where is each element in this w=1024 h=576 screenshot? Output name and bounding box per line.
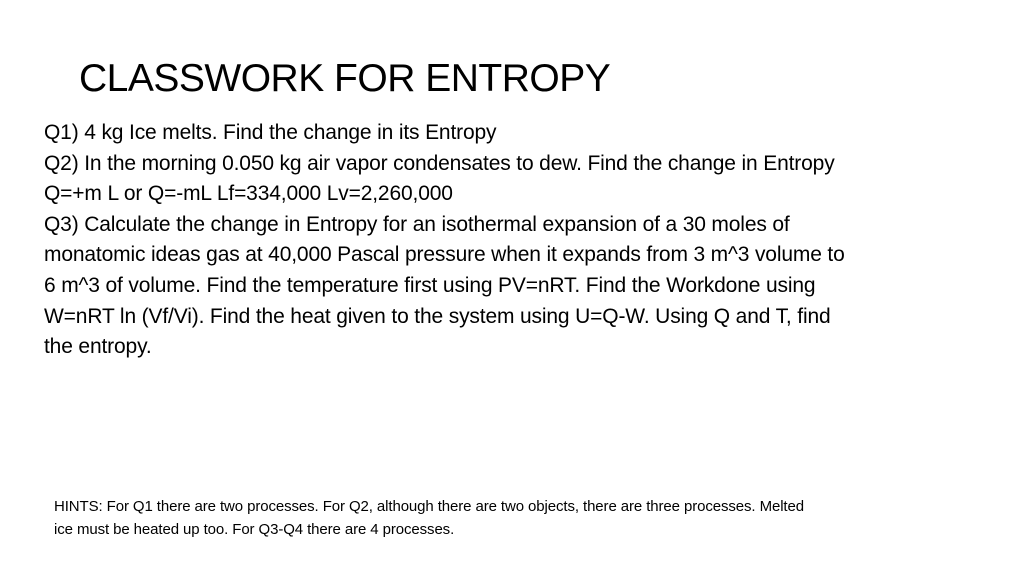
question-line-q3-cont: W=nRT ln (Vf/Vi). Find the heat given to the system using U=Q-W. Using Q and T, find [44,304,831,328]
question-line-q3-cont: the entropy. [44,335,152,359]
question-line-q3: Q3) Calculate the change in Entropy for an isothermal expansion of a 30 moles of [44,212,790,236]
formula-line: Q=+m L or Q=-mL Lf=334,000 Lv=2,260,000 [44,182,453,206]
hints-line: HINTS: For Q1 there are two processes. For Q2, although there are two objects, there are three processes. Melted [54,498,804,515]
hints-block [54,495,974,541]
question-line-q1: Q1) 4 kg Ice melts. Find the change in its Entropy [44,121,497,144]
slide-title: CLASSWORK FOR ENTROPY [79,57,611,100]
question-line-q3-cont: monatomic ideas gas at 40,000 Pascal pressure when it expands from 3 m^3 volume to [44,243,845,267]
question-line-q2: Q2) In the morning 0.050 kg air vapor condensates to dew. Find the change in Entropy [44,151,835,175]
hints-line: ice must be heated up too. For Q3-Q4 there are 4 processes. [54,521,455,538]
question-text-block [44,118,974,363]
question-line-q3-cont: 6 m^3 of volume. Find the temperature first using PV=nRT. Find the Workdone using [44,273,816,297]
